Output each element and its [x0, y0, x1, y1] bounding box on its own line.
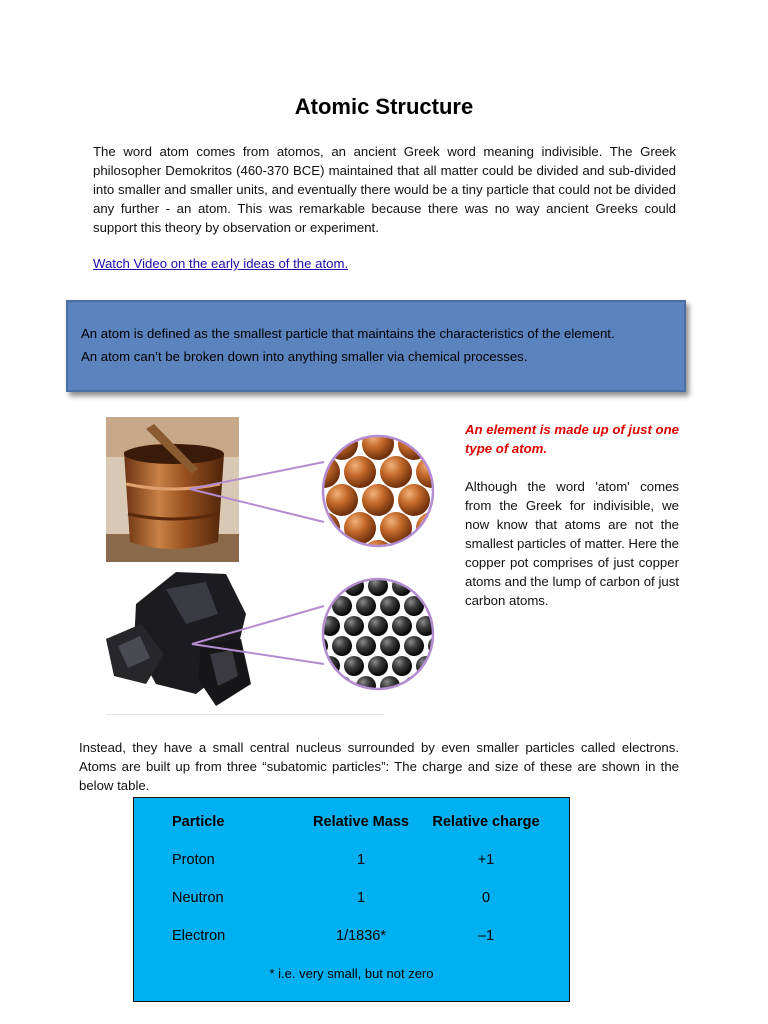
copper-pot-image: [106, 417, 239, 562]
header-particle: Particle: [172, 814, 225, 830]
page-title: Atomic Structure: [294, 94, 474, 119]
table-row-electron-charge: –1: [477, 928, 495, 944]
table-row-neutron-mass: 1: [356, 890, 366, 906]
subatomic-paragraph: Instead, they have a small central nucleus surrounded by even smaller particles called electrons. Atoms are built up from three “subatomic particles”: The charge and size of these are shown in the below table.: [79, 740, 679, 793]
intro-paragraph: The word atom comes from atomos, an ancient Greek word meaning indivisible. The Greek philosopher Demokritos (460-370 BCE) maintained that all matter could be divided and sub-divided into smaller and smaller units, and eventually there would be a tiny particle that could not be divided any further - an atom. This was remarkable because there was no way ancient Greeks could support this theory by observation or experiment.: [93, 144, 676, 235]
table-row-neutron-name: Neutron: [172, 890, 224, 906]
definition-box: [66, 300, 686, 392]
video-link[interactable]: Watch Video on the early ideas of the atom.: [93, 256, 349, 271]
definition-line-2: An atom can’t be broken down into anything smaller via chemical processes.: [81, 349, 528, 364]
table-footnote: * i.e. very small, but not zero: [269, 966, 434, 981]
carbon-atoms-circle: [308, 576, 446, 696]
header-relative-charge: Relative charge: [432, 814, 540, 830]
header-relative-mass: Relative Mass: [313, 814, 409, 830]
side-paragraph: Although the word 'atom' comes from the Greek for indivisible, we now know that atoms are not the smallest particles of matter. Here the copper pot comprises of just copper atoms and the lump of carbon of just carbon atoms.: [465, 479, 680, 608]
figure-divider: [106, 714, 384, 715]
particle-table: [133, 797, 570, 1002]
definition-line-1: An atom is defined as the smallest particle that maintains the characteristics of the element.: [81, 326, 615, 341]
element-highlight: An element is made up of just one type of atom.: [465, 422, 679, 456]
atom-illustration: [106, 414, 446, 714]
table-row-electron-name: Electron: [172, 928, 226, 944]
table-row-neutron-charge: 0: [481, 890, 491, 906]
carbon-lump-image: [106, 572, 251, 706]
table-row-proton-mass: 1: [356, 852, 366, 868]
table-row-proton-charge: +1: [477, 852, 495, 868]
copper-atoms-circle: [308, 428, 446, 572]
table-row-electron-mass: 1/1836*: [336, 928, 386, 944]
table-row-proton-name: Proton: [172, 852, 215, 868]
